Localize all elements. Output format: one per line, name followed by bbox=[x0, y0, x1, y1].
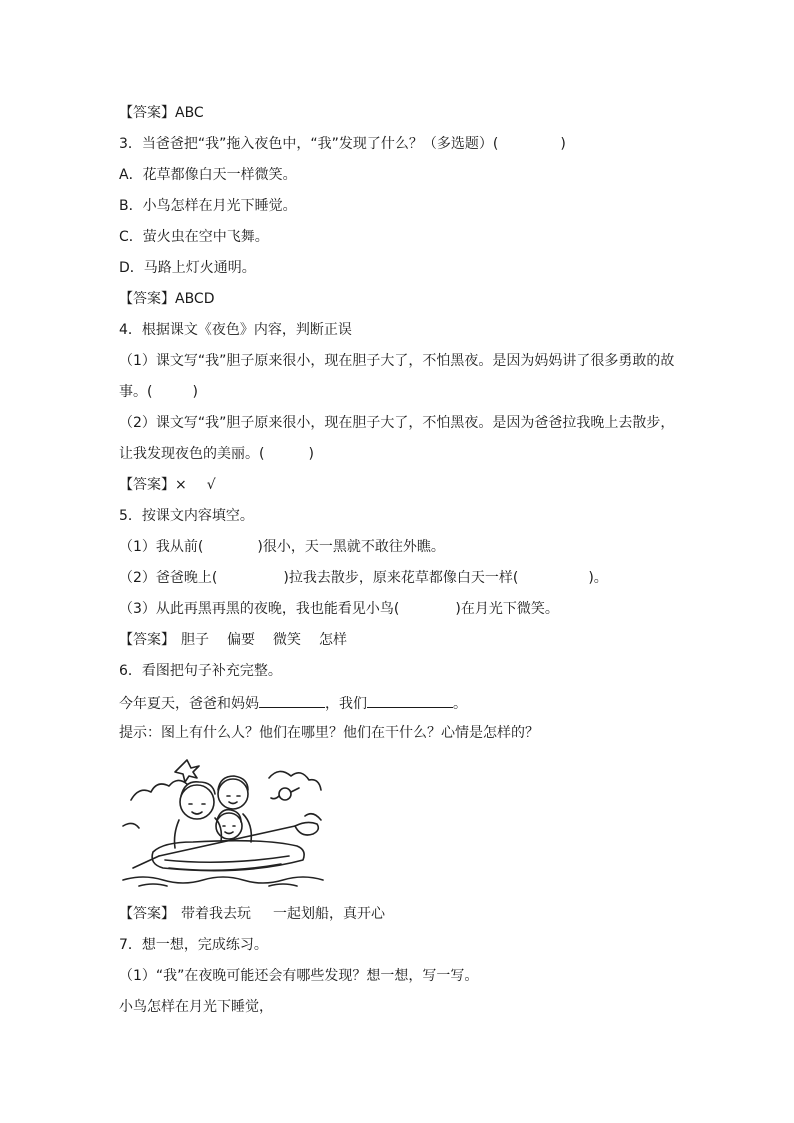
q4-item-1-line2: 事。( ) bbox=[119, 384, 198, 400]
answer-q6: 【答案】 带着我去玩 一起划船，真开心 bbox=[119, 906, 385, 922]
q6-blank-2[interactable] bbox=[367, 693, 453, 708]
q5-item-2: （2）爸爸晚上( )拉我去散步，原来花草都像白天一样( )。 bbox=[119, 570, 608, 586]
answer-q5: 【答案】 胆子 偏要 微笑 怎样 bbox=[119, 632, 347, 648]
q5-item-1: （1）我从前( )很小，天一黑就不敢往外瞧。 bbox=[119, 539, 445, 555]
question-6: 6．看图把句子补充完整。 bbox=[119, 663, 282, 679]
q5-item-3: （3）从此再黑再黑的夜晚，我也能看见小鸟( )在月光下微笑。 bbox=[119, 601, 559, 617]
family-rowing-boat-illustration bbox=[119, 756, 327, 890]
q6-sentence: 今年夏天，爸爸和妈妈 ，我们 。 bbox=[119, 693, 467, 713]
q7-item-1: （1）“我”在夜晚可能还会有哪些发现？想一想，写一写。 bbox=[119, 968, 479, 984]
q7-example: 小鸟怎样在月光下睡觉， bbox=[119, 999, 273, 1015]
q4-item-2-line1: （2）课文写“我”胆子原来很小，现在胆子大了，不怕黑夜。是因为爸爸拉我晚上去散步， bbox=[119, 415, 675, 431]
answer-q3: 【答案】ABCD bbox=[119, 291, 215, 307]
q4-item-1-line1: （1）课文写“我”胆子原来很小，现在胆子大了，不怕黑夜。是因为妈妈讲了很多勇敢的故 bbox=[119, 353, 675, 369]
question-7: 7．想一想，完成练习。 bbox=[119, 937, 268, 953]
question-5: 5．按课文内容填空。 bbox=[119, 508, 254, 524]
q6-hint: 提示：图上有什么人？他们在哪里？他们在干什么？心情是怎样的？ bbox=[119, 725, 539, 741]
question-3: 3．当爸爸把“我”拖入夜色中，“我”发现了什么？（多选题）( ) bbox=[119, 136, 566, 152]
q6-blank-1[interactable] bbox=[259, 693, 325, 708]
q3-option-a: A．花草都像白天一样微笑。 bbox=[119, 167, 297, 183]
answer-q4: 【答案】× √ bbox=[119, 477, 216, 493]
q3-option-d: D．马路上灯火通明。 bbox=[119, 260, 256, 276]
q3-option-b: B．小鸟怎样在月光下睡觉。 bbox=[119, 198, 297, 214]
q4-item-2-line2: 让我发现夜色的美丽。( ) bbox=[119, 446, 314, 462]
question-4: 4．根据课文《夜色》内容，判断正误 bbox=[119, 322, 352, 338]
q3-option-c: C．萤火虫在空中飞舞。 bbox=[119, 229, 269, 245]
answer-q2: 【答案】ABC bbox=[119, 105, 204, 121]
